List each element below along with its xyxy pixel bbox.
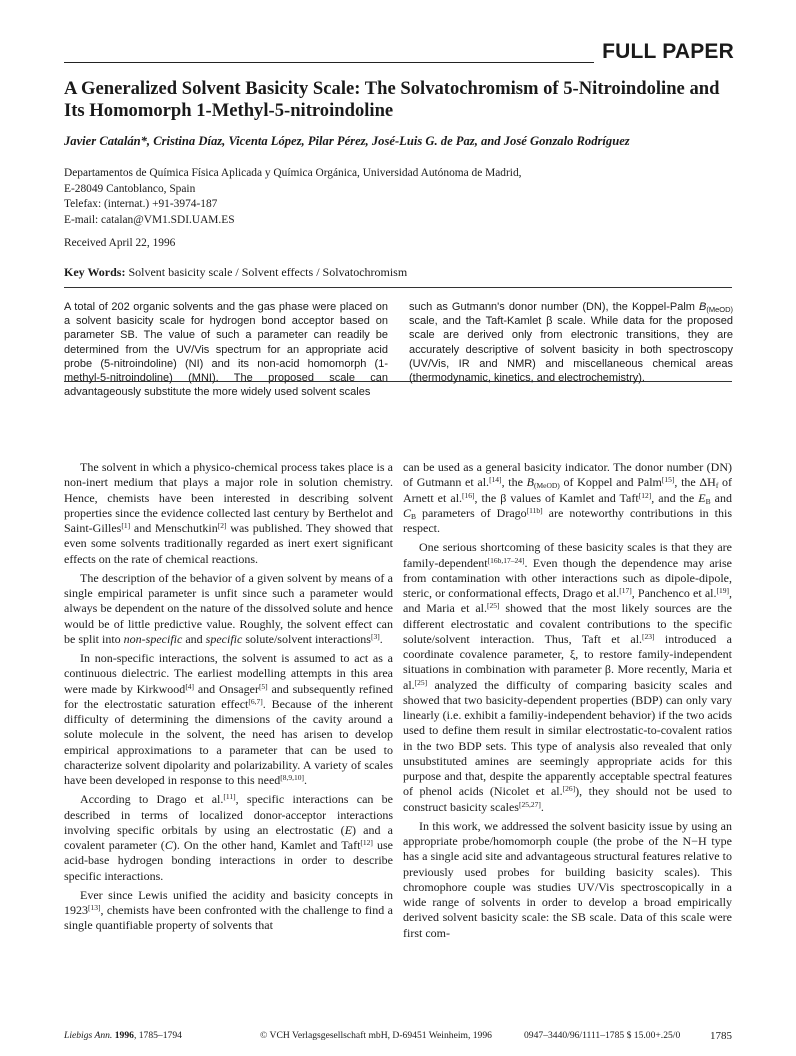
footer-journal: Liebigs Ann. 1996, 1785–1794	[64, 1030, 182, 1041]
received-date: Received April 22, 1996	[64, 237, 176, 249]
paragraph: In non-specific interactions, the solvent is assumed to act as a continuous dielectric. The earliest modelling attempts in this area were made by Kirkwood[4] and Onsager[5] and subsequently refined for the electrostatic saturation effect[6,7]. Because of the inherent difficulty of determining the dimensions of the cavity around a solute molecule in the solvent, the need has arisen to develop empirical approximations to a parameter that can be used to characterize solvent dipolarity and polarizability. A variety of scales have been developed in response to this need[8,9,10].	[64, 651, 394, 787]
keywords-label: Key Words:	[64, 265, 126, 279]
paragraph: One serious shortcoming of these basicity scales is that they are family-dependent[16b,17–24]. Even though the dependence may arise from contamination with other interactions such as dipole-dipole, steric, or conformational effects, Drago et al.[17], Panchenco et al.[19], and Maria et al.[25] showed that the most likely sources are the different electrostatic and covalent contributions to the specific solute/solvent interaction. Thus, Taft et al.[23] introduced a coordinate covalence parameter, ξ, to restore family-independent situations in combination with parameter β. More recently, Maria et al.[25] analyzed the difficulty of comparing basicity scales and showed that two basicity-dependent properties (BDP) can only vary linearly (i.e. exhibit a familiy-independent behavior) if the two acids used to define them result in similar electrostatic-to-covalent ratios in the two BDP sets. This type of analysis also revealed that only unsubstituted amines are seemingly appropriate acids for this purpose and that, despite the apparently acceptable spectral features of phenol acids (Nicolet et al.[26]), they should not be used to construct basicity scales[25,27].	[403, 540, 733, 814]
footer-publisher: © VCH Verlagsgesellschaft mbH, D-69451 Weinheim, 1996	[260, 1030, 492, 1041]
keywords-text: Solvent basicity scale / Solvent effects / Solvatochromism	[128, 265, 408, 279]
body-left-column	[64, 460, 393, 938]
paragraph: Ever since Lewis unified the acidity and basicity concepts in 1923[13], chemists have been confronted with the challenge to find a single quantifiable property of solvents that	[64, 887, 393, 933]
affiliation-line: E-28049 Cantoblanco, Spain	[64, 182, 196, 195]
affiliation-line: Departamentos de Química Física Aplicada y Química Orgánica, Universidad Autónoma de Madrid,	[64, 167, 522, 179]
affiliation-line: Telefax: (internat.) +91-3974-187	[64, 198, 218, 210]
abstract-top-rule	[64, 287, 732, 288]
paragraph: In this work, we addressed the solvent basicity issue by using an appropriate probe/homomorph couple (the probe of the N−H type has a single acid site and advantageous structural features relative to previously used probes for building basicity scales). This chromophore couple was studies UV/Vis spectroscopically in a wide range of solvents in order to develop a broad empirically derived solvent basicity scale: the SB scale. Data of this scale were first com-	[403, 818, 732, 940]
abstract-left-column: A total of 202 organic solvents and the gas phase were placed on a solvent basicity scale for hydrogen bond acceptor based on parameter SB. The value of such a parameter can readily be determined from the UV/Vis spectrum for an appropriate acid probe (5-nitroindoline) (NI) and its non-acid homomorph (1-methyl-5-nitroindoline) (MNI). The proposed scale can advantageously substitute the more widely used solvent scales	[64, 301, 388, 399]
abstract-bottom-rule	[64, 381, 732, 382]
paragraph: The description of the behavior of a given solvent by means of a single empirical parameter is unfit since such a parameter would always be dependent on the nature of the dissolved solute and hence would be of little predictive value. Roughly, the solvent effect can be split into non-specific and specific solute/solvent interactions[3].	[64, 570, 393, 646]
paragraph: According to Drago et al.[11], specific interactions can be described in terms of localized donor-acceptor interactions involving specific orbitals by using an electrostatic (E) and a covalent parameter (C). On the other hand, Kamlet and Taft[12] use acid-base hydrogen bonding interactions in order to describe specific interactions.	[64, 792, 394, 883]
affiliation	[64, 166, 744, 228]
paragraph: The solvent in which a physico-chemical process takes place is a non-inert medium that plays a major role in solution chemistry. Hence, chemists have been interested in describing solvent properties since the evidence collected last century by Berthelot and Saint-Gilles[1] and Menschutkin[2] was published. They showed that even some solvents traditionally regarded as inert exert significant effects on the rate of chemical reactions.	[64, 460, 393, 566]
affiliation-line: E-mail: catalan@VM1.SDI.UAM.ES	[64, 213, 235, 226]
footer-code: 0947–3440/96/1111–1785 $ 15.00+.25/0	[524, 1030, 681, 1041]
author-list: Javier Catalán*, Cristina Díaz, Vicenta López, Pilar Pérez, José-Luis G. de Paz, and José Gonzalo Rodríguez	[64, 134, 630, 148]
page-number: 1785	[710, 1030, 732, 1042]
paragraph: can be used as a general basicity indicator. The donor number (DN) of Gutmann et al.[14], the $B_{(MeOD)}$ of Koppel and Palm[15], the $\Delta H_f$ of Arnett et al.[16], the β values of Kamlet and Taft[12], and the $E_B$ and $C_B$ parameters of Drago[11b] are noteworthy contributions in this respect.	[403, 460, 732, 535]
body-right-column	[403, 460, 732, 945]
abstract-right-column: such as Gutmann's donor number (DN), the Koppel-Palm $B_{(MeOD)}$ scale, and the Taft-Kamlet β scale. While data for the proposed scale are derived only from electronic transitions, they are accurately descriptive of solvent basicity in both spectroscopy (UV/Vis, IR and NMR) and miscellaneous chemical areas (thermodynamic, kinetics, and electrochemistry).	[409, 301, 733, 385]
keywords	[64, 265, 744, 280]
article-title: A Generalized Solvent Basicity Scale: The Solvatochromism of 5-Nitroindoline and Its Homomorph 1-Methyl-5-nitroindoline	[64, 78, 720, 121]
section-label: FULL PAPER	[602, 40, 734, 63]
header-rule	[64, 62, 594, 63]
